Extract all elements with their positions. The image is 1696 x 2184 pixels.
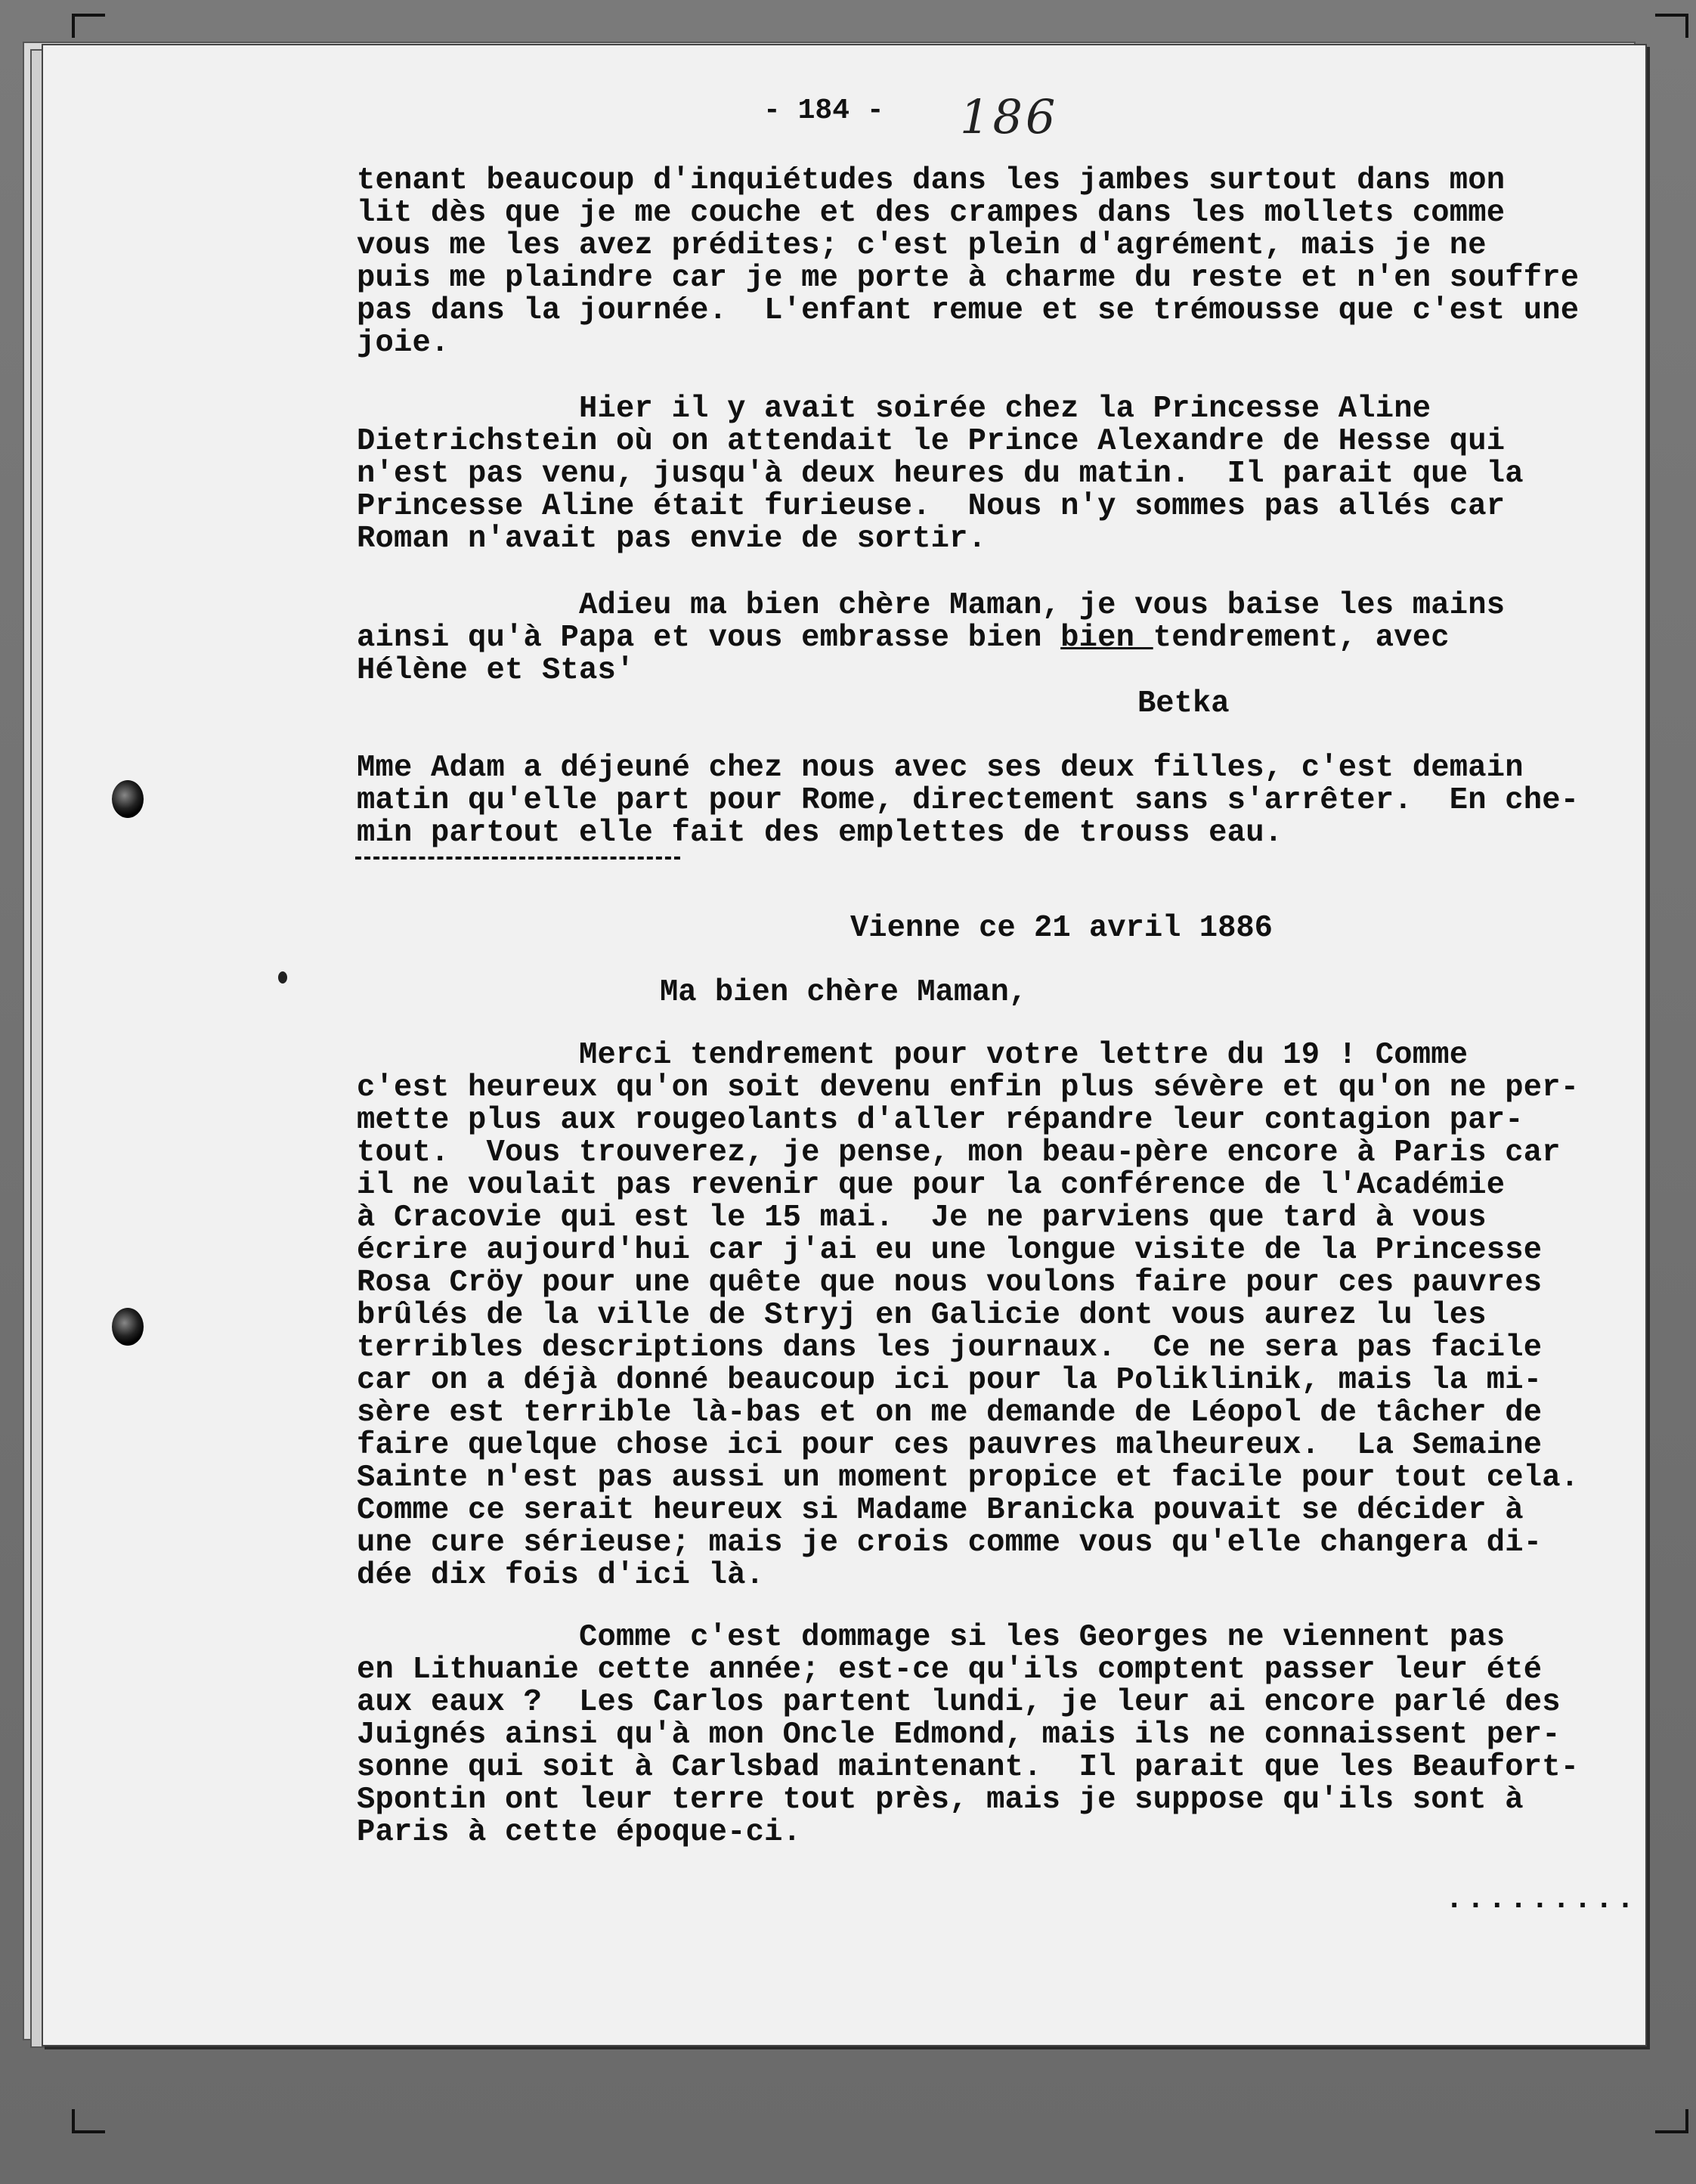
typed-page-number: - 184 - bbox=[763, 94, 884, 127]
signature: Betka bbox=[1137, 686, 1230, 721]
farewell-text: Adieu ma bien chère Maman, je vous baise les mains ainsi qu'à Papa et vous embrasse bien bbox=[357, 588, 1506, 655]
punch-hole bbox=[112, 780, 144, 818]
crop-mark-bottom-right bbox=[1655, 2109, 1688, 2133]
paragraph-georges: Comme c'est dommage si les Georges ne viennent pas en Lithuanie cette année; est-ce qu'ils comptent passer leur été aux eaux ? Les Carlos partent lundi, je leur ai encore parlé des Juignés ainsi qu'à mon Oncle Edmond, mais ils ne connaissent per- sonne qui soit à Carlsbad maintenant. Il parait que les Beaufort- Spontin ont leur terre tout près, mais je suppose qu'ils sont à Paris à cette époque-ci. bbox=[357, 1620, 1580, 1850]
separator-rule bbox=[355, 857, 680, 860]
farewell-text-end: tendrement, avec Hélène et Stas' bbox=[357, 621, 1450, 688]
crop-mark-bottom-left bbox=[72, 2109, 105, 2133]
paragraph-soiree: Hier il y avait soirée chez la Princesse Aline Dietrichstein où on attendait le Prince Alexandre de Hesse qui n'est pas venu, jusqu'à deux heures du matin. Il parait que la Princesse Aline était furieuse. Nous n'y sommes pas allés car Roman n'avait pas envie de sortir. bbox=[357, 392, 1524, 556]
underlined-word: bien bbox=[1060, 621, 1153, 655]
crop-mark-top-left bbox=[72, 14, 105, 38]
handwritten-page-number: 186 bbox=[960, 89, 1059, 144]
continuation-dots: ......... bbox=[1445, 1882, 1638, 1917]
postscript: Mme Adam a déjeuné chez nous avec ses deux filles, c'est demain matin qu'elle part pour Rome, directement sans s'arrêter. En che- min partout elle fait des emplettes de trouss eau. bbox=[357, 751, 1580, 850]
paragraph-continuation: tenant beaucoup d'inquiétudes dans les jambes surtout dans mon lit dès que je me couche et des crampes dans les mollets comme vous me les avez prédites; c'est plein d'agrément, mais je ne puis me plaindre car je me porte à charme du reste et n'en souffre pas dans la journée. L'enfant remue et se trémousse que c'est une joie. bbox=[357, 163, 1580, 361]
letter-date: Vienne ce 21 avril 1886 bbox=[850, 911, 1273, 946]
ink-speck bbox=[278, 971, 287, 984]
paragraph-farewell bbox=[357, 590, 1626, 687]
crop-mark-top-right bbox=[1655, 14, 1688, 38]
punch-hole bbox=[112, 1308, 144, 1346]
salutation: Ma bien chère Maman, bbox=[660, 975, 1028, 1010]
paragraph-thanks: Merci tendrement pour votre lettre du 19 ! Comme c'est heureux qu'on soit devenu enfin plus sévère et qu'on ne per- mette plus aux rougeolants d'aller répandre leur contagion par- tout. Vous trouverez, je pense, mon beau-père encore à Paris car il ne voulait pas revenir que pour la conférence de l'Académie à Cracovie qui est le 15 mai. Je ne parviens que tard à vous écrire aujourd'hui car j'ai eu une longue visite de la Princesse Rosa Cröy pour une quête que nous voulons faire pour ces pauvres brûlés de la ville de Stryj en Galicie dont vous aurez lu les terribles descriptions dans les journaux. Ce ne sera pas facile car on a déjà donné beaucoup ici pour la Poliklinik, mais la mi- sère est terrible là-bas et on me demande de Léopol de tâcher de faire quelque chose ici pour ces pauvres malheureux. La Semaine Sainte n'est pas aussi un moment propice et facile pour tout cela. Comme ce serait heureux si Madame Branicka pouvait se décider à une cure sérieuse; mais je crois comme vous qu'elle changera di- dée dix fois d'ici là. bbox=[357, 1038, 1580, 1593]
